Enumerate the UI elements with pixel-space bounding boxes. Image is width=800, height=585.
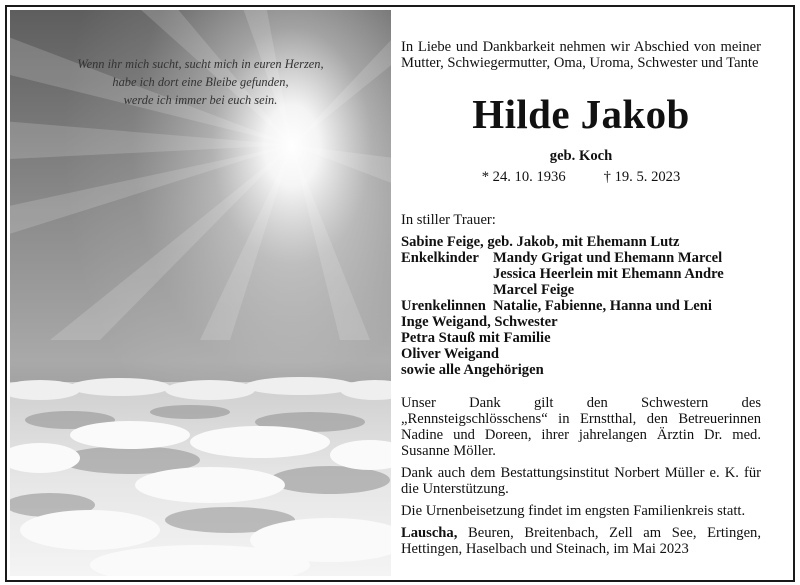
great-grandchildren-names: Natalie, Fabienne, Hanna und Leni xyxy=(493,298,712,314)
quote-line: werde ich immer bei euch sein. xyxy=(123,93,278,107)
mourners-list xyxy=(401,234,761,378)
life-dates xyxy=(401,169,761,186)
mourner-line: Oliver Weigand xyxy=(401,346,499,362)
great-grandchildren-label: Urenkelinnen xyxy=(401,298,486,314)
birth-date: * 24. 10. 1936 xyxy=(481,169,566,185)
intro-paragraph: In Liebe und Dankbarkeit nehmen wir Abschied von meiner Mutter, Schwiegermutter, Oma, Uroma, Schwester und Tante xyxy=(401,39,761,71)
places-list: Beuren, Breitenbach, Zell am See, Ertingen, Hettingen, Haselbach und Steinach, im Mai 2023 xyxy=(401,525,761,557)
mourner-line: sowie alle Angehörigen xyxy=(401,362,544,378)
obituary-frame xyxy=(5,5,795,582)
places-paragraph xyxy=(401,525,761,557)
mourner-line: Inge Weigand, Schwester xyxy=(401,314,558,330)
mourner-line: Petra Stauß mit Familie xyxy=(401,330,551,346)
burial-paragraph: Die Urnenbeisetzung findet im engsten Familienkreis statt. xyxy=(401,503,746,519)
thanks-paragraph: Unser Dank gilt den Schwestern des „Rennsteigschlösschens“ in Ernstthal, den Betreuerinnen Nadine und Doreen, ihrer jahrelangen Ärztin Dr. med. Susanne Möller. xyxy=(401,395,761,459)
mourner-line xyxy=(401,250,761,266)
death-date: † 19. 5. 2023 xyxy=(603,169,681,185)
grandchildren-label: Enkelkinder xyxy=(401,250,479,266)
mourner-line xyxy=(401,298,761,314)
deceased-name: Hilde Jakob xyxy=(472,91,690,137)
grandchild-name: Marcel Feige xyxy=(493,282,575,298)
memorial-quote xyxy=(10,55,391,109)
mourner-line: Sabine Feige, geb. Jakob, mit Ehemann Lutz xyxy=(401,234,680,250)
quote-line: habe ich dort eine Bleibe gefunden, xyxy=(112,75,289,89)
place-main: Lauscha, xyxy=(401,525,458,541)
funeral-thanks-paragraph: Dank auch dem Bestattungsinstitut Norbert Müller e. K. für die Unterstützung. xyxy=(401,465,761,497)
birth-name: geb. Koch xyxy=(549,148,613,164)
mourning-label: In stiller Trauer: xyxy=(401,212,496,228)
grandchild-name: Jessica Heerlein mit Ehemann Andre xyxy=(493,266,724,282)
grandchild-name: Mandy Grigat und Ehemann Marcel xyxy=(493,250,723,266)
quote-line: Wenn ihr mich sucht, sucht mich in euren Herzen, xyxy=(77,57,324,71)
clouds-sunburst-photo xyxy=(10,10,391,576)
obituary-text xyxy=(401,39,761,557)
